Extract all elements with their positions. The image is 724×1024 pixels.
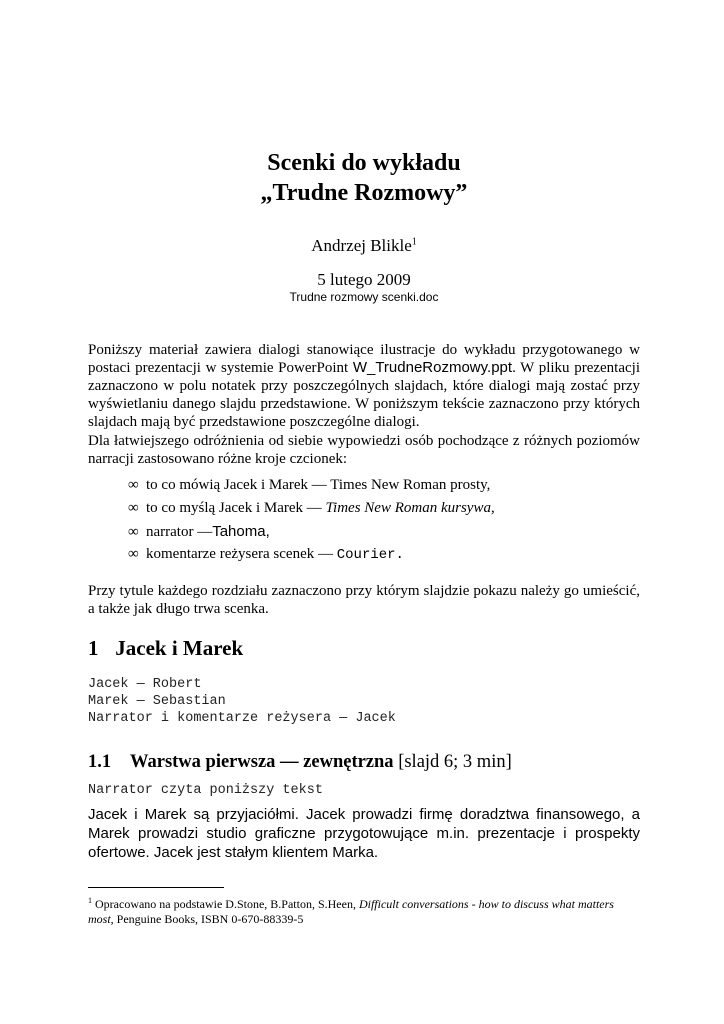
author [88,236,640,256]
author-name: Andrzej Blikle [311,236,412,255]
list-item-text: narrator — [146,524,213,540]
narrator-text: Jacek i Marek są przyjaciółmi. Jacek prowadzi firmę doradztwa finansowego, a Marek prowadzi studio graficzne przygotowujące m.in. prezentacje i prospekty ofertowe. Jacek jest stałym klientem Marka. [88,806,640,861]
intro-p1-text-end: . W pliku prezentacji zaznaczono w polu notatek przy poszczególnych slajdach, które dialogi mają zostać przy wyświetlaniu danego slajdu przedstawione. W poniższym tekście zaznaczono przy których slajdach mają być przedstawione poszczególne dialogi. [88,360,640,430]
title-line-1: Scenki do wykładu [267,150,461,176]
subsection-meta: [slajd 6; 3 min] [398,752,512,772]
intro-paragraph-3: Przy tytule każdego rozdziału zaznaczono przy którym slajdzie pokazu należy go umieścić, a także jak długo trwa scenka. [88,583,640,617]
section-heading-1-1 [88,752,512,773]
infinity-bullet-icon: ∞ [128,546,139,562]
infinity-bullet-icon: ∞ [128,477,139,493]
role-item: Jacek — Robert [88,677,202,692]
list-item-text: to co mówią Jacek i Marek — Times New Roman prosty, [146,477,491,493]
footnote-book-title: Difficult conversations - how to discuss what matters most, [88,897,614,926]
list-item [128,543,495,566]
list-item [128,497,495,520]
font-legend-list [128,474,495,566]
footnote-text-end: Penguine Books, ISBN 0-670-88339-5 [113,912,304,926]
list-item [128,520,495,543]
footnote-divider [88,887,224,888]
list-item-text: komentarze reżysera scenek — [146,546,337,562]
infinity-bullet-icon: ∞ [128,524,139,540]
footnote-ref: 1 [411,236,417,248]
footnote-text: Opracowano na podstawie D.Stone, B.Patton, S.Heen, [92,897,359,911]
director-note: Narrator czyta poniższy tekst [88,783,323,798]
list-item-end: , [490,500,495,516]
section-heading-1 [88,636,243,661]
infinity-bullet-icon: ∞ [128,500,139,516]
footnote [88,893,640,927]
subsection-title: Warstwa pierwsza — zewnętrzna [130,752,394,772]
intro-p1-text: Poniższy materiał zawiera dialogi stanowiące ilustracje do wykładu przygotowanego w postaci prezentacji w systemie PowerPoint [88,342,640,376]
section-title: Jacek i Marek [115,636,244,660]
document-date: 5 lutego 2009 [317,270,411,289]
role-list [88,676,396,727]
section-number: 1 [88,636,99,660]
intro-paragraph-1 [88,341,640,431]
role-item: Narrator i komentarze reżysera — Jacek [88,711,396,726]
document-filename: Trudne rozmowy scenki.doc [289,290,439,304]
intro-paragraph-2: Dla łatwiejszego odróżnienia od siebie wypowiedzi osób pochodzące z różnych poziomów narracji zastosowano różne kroje czcionek: [88,433,640,467]
list-item-font-sample: Tahoma, [212,523,270,540]
role-item: Marek — Sebastian [88,694,226,709]
list-item-font-sample: Courier. [336,547,404,563]
subsection-number: 1.1 [88,752,112,772]
footnote-number: 1 [88,896,92,905]
title-line-2: „Trudne Rozmowy” [260,180,468,206]
list-item [128,474,495,497]
presentation-filename: W_TrudneRozmowy.ppt [352,359,513,376]
document-title [88,148,640,208]
list-item-italic: Times New Roman kursywa [325,500,491,516]
list-item-text: to co myślą Jacek i Marek — [146,500,326,516]
